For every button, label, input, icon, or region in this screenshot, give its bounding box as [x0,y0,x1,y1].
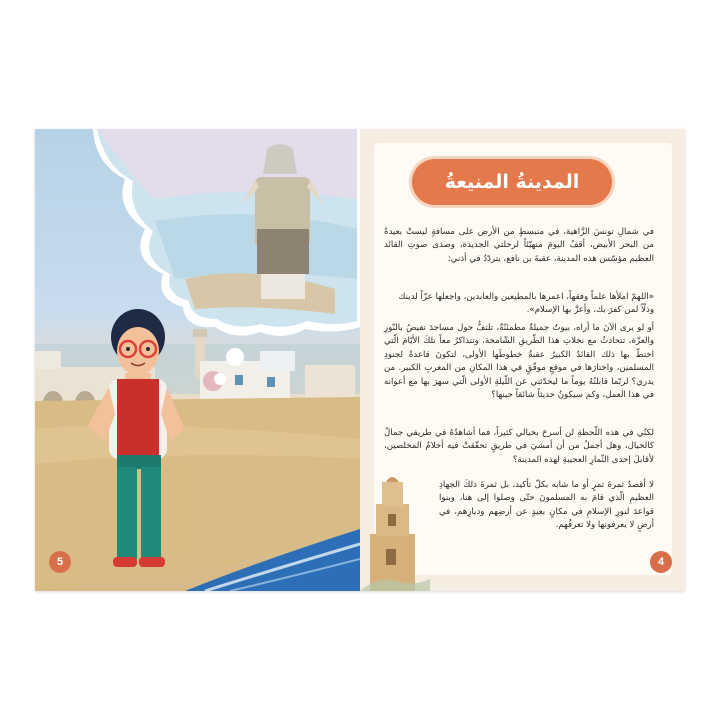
minaret-illustration [360,474,430,591]
page-number-right: 4 [650,551,672,573]
paragraph-quote: «اللهمّ املأها علماً وفقهاً، اعمرها بالمطيعين والعابدين، واجعلها عزّاً لدينك وذلّاً لمن كفرَ بك، وأعزَّ بها الإسلام». [398,292,654,316]
book-spread [35,129,685,591]
page-title: المدينةُ المنيعةُ [444,171,580,193]
paragraph-1: في شمالِ تونسَ الزَّاهية، في منبسطٍ من الأرض على مسافةٍ ليستْ بعيدةً من البحر الأبيض، أقفُ اليومَ متهيّئاً لرحلتي الجديدة، وصدى صوتِ القائد العظيم مؤسّس هذه المدينة، عقبةَ بن نافع، يتردّدُ في أذني: [384,227,654,264]
page-number-left: 5 [49,551,71,573]
story-illustration [35,129,360,591]
paragraph-2: أو لو يرى الآنَ ما أراه، بيوتٌ جميلةٌ مطمئنّةٌ، تلتفُّ حول مساجدَ تفيضُ بالنّورِ والعزّة، تتحادثُ مع نخلاتِ هذا الطّريقِ الشّامخة، وتتذاكرُ معاً تلكَ الأيّامَ الّتي اختطّ بها ذلك القائدُ الكبيرُ عقبةُ خطوطَها الأولى، لتكونَ قاعدةً لجنودِ المسلمين، واختارَها في موقعٍ موفّقٍ في هذا المكانِ من المغربِ الكبير. من يدري؟ لربّما قابلتُهُ يوماً ما ليحدّثني عن اللّيلةِ الأولى الّتي سهرَ بها مع أعوانه في هذا العمل، وكم سيكونُ حديثاً شائقاً حينها؟ [384,323,654,401]
paragraph-4: لا أقصدُ ثمرةَ تمرٍ أو ما شابه بكلّ تأكيد، بل ثمرةَ ذلكَ الجهادِ العظيمِ الّذي قامَ به المسلمونَ حتّى وصلوا إلى هنا، وبنوا قواعدَ لنورِ الإسلامِ في مكانٍ بعيدٍ عن أرضِهم وديارِهم، في أرضٍ لا يعرفونها ولا تعرفُهم. [439,480,654,531]
title-banner [412,159,612,205]
illustration-page [35,129,360,591]
paragraph-3: لكنّي في هذه اللّحظةِ لن أسرحَ بخيالي كثيراً، فما أشاهدُهُ في طريقي جمالٌ كالخيال، وهل أجملُ من أن أمشيَ في طريقٍ تحقّقتْ فيه أحلامُ المخلصين، لأقابلَ إحدى الثّمارِ العجيبةِ لهذه المدينة؟ [384,428,654,465]
text-page [360,129,685,591]
